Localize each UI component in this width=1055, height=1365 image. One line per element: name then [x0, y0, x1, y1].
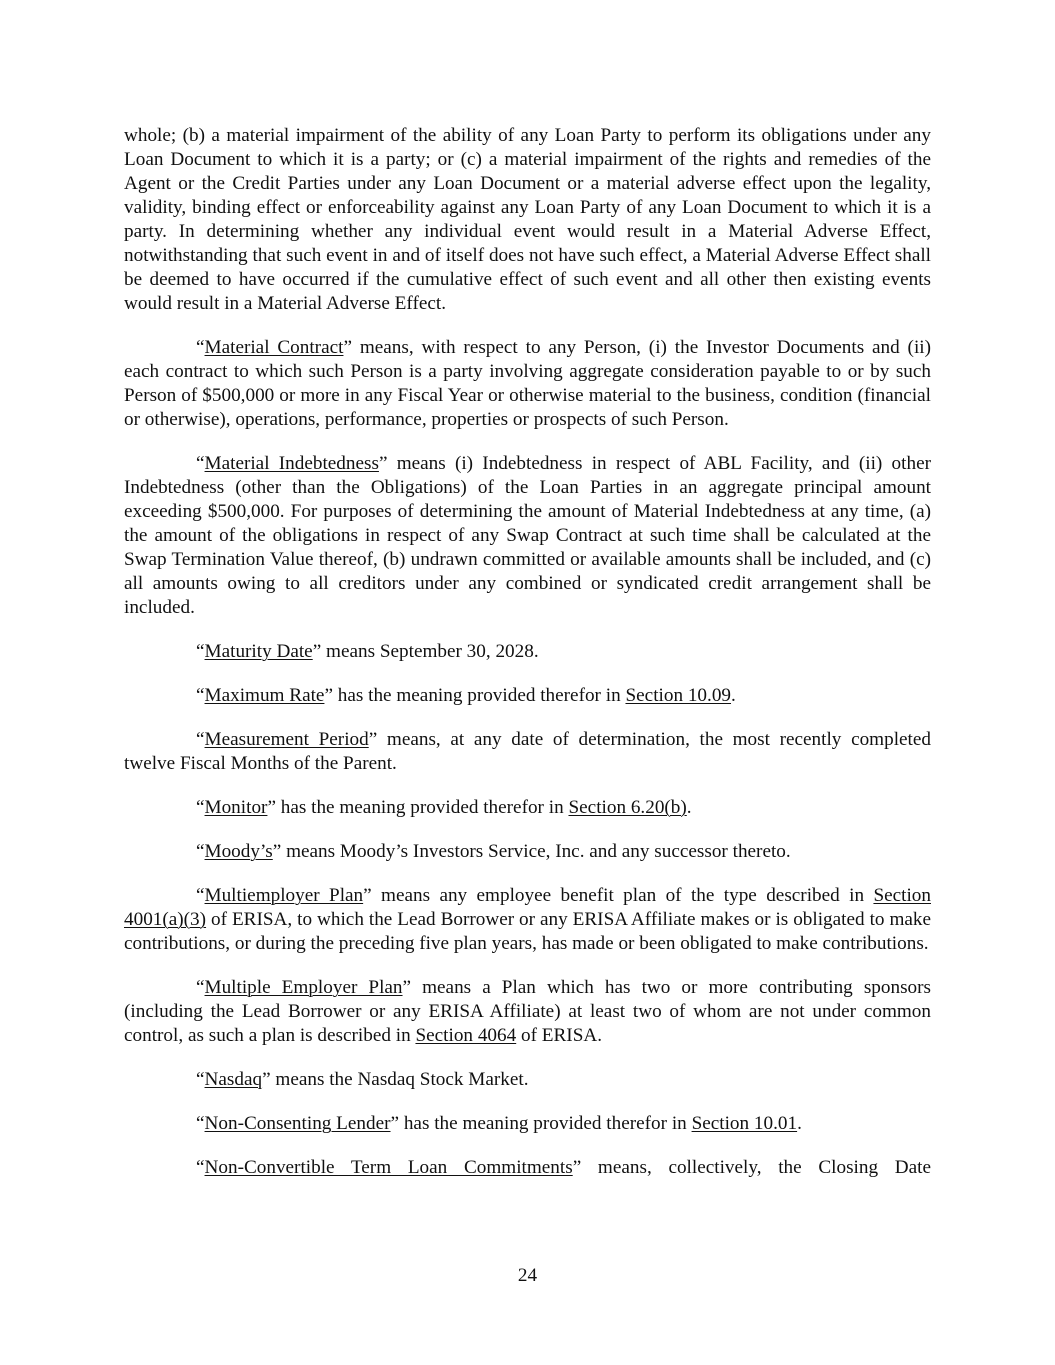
definition-text: ” has the meaning provided therefor in	[267, 797, 569, 818]
page-number: 24	[517, 1265, 538, 1286]
definition-text: ” has the meaning provided therefor in	[324, 685, 626, 706]
defined-term: Multiemployer Plan	[204, 885, 364, 906]
quote-mark: “	[196, 729, 205, 750]
section-reference: Section 10.09	[625, 685, 732, 706]
defined-term: Non-Convertible Term Loan Commitments	[204, 1157, 573, 1178]
quote-mark: “	[196, 337, 205, 358]
definition-text: ” means, at any date of determination, the most recently completed twelve Fiscal Months of the Parent.	[124, 729, 931, 774]
definition-multiemployer-plan	[124, 884, 931, 956]
definition-text-end: .	[731, 685, 736, 706]
section-reference: Section 4001(a)(3)	[124, 885, 931, 930]
definition-monitor	[124, 796, 931, 820]
definition-text: ” means Moody’s Investors Service, Inc. and any successor thereto.	[272, 841, 791, 862]
defined-term: Moody’s	[204, 841, 273, 862]
defined-term: Non-Consenting Lender	[204, 1113, 391, 1134]
definition-multiple-employer-plan	[124, 976, 931, 1048]
quote-mark: “	[196, 453, 205, 474]
definition-non-consenting-lender	[124, 1112, 931, 1136]
defined-term: Maturity Date	[204, 641, 313, 662]
section-reference: Section 4064	[415, 1025, 517, 1046]
definition-text: ” means, collectively, the Closing Date	[572, 1157, 931, 1178]
section-reference: Section 6.20(b)	[568, 797, 687, 818]
section-reference: Section 10.01	[691, 1113, 798, 1134]
definition-non-convertible-term-loan-commitments	[124, 1156, 931, 1180]
definition-text-end: .	[686, 797, 692, 818]
defined-term: Material Contract	[204, 337, 344, 358]
quote-mark: “	[196, 977, 205, 998]
quote-mark: “	[196, 1113, 205, 1134]
defined-term: Measurement Period	[204, 729, 369, 750]
definition-material-contract	[124, 336, 931, 432]
paragraph-continuation	[124, 124, 931, 316]
quote-mark: “	[196, 1069, 205, 1090]
defined-term: Monitor	[204, 797, 268, 818]
document-body	[124, 124, 931, 1180]
quote-mark: “	[196, 841, 205, 862]
definition-text: ” means any employee benefit plan of the type described in	[363, 885, 874, 906]
definition-measurement-period	[124, 728, 931, 776]
quote-mark: “	[196, 685, 205, 706]
definition-text-end: of ERISA, to which the Lead Borrower or any ERISA Affiliate makes or is obligated to make contributions, or during the preceding five plan years, has made or been obligated to make contributions.	[124, 909, 931, 954]
definition-text: ” means (i) Indebtedness in respect of ABL Facility, and (ii) other Indebtedness (other than the Obligations) of the Loan Parties in an aggregate principal amount exceeding $500,000. For purposes of determining the amount of Material Indebtedness at any time, (a) the amount of the obligations in respect of any Swap Contract at such time shall be calculated at the Swap Termination Value thereof, (b) undrawn committed or available amounts shall be included, and (c) all amounts owing to all creditors under any combined or syndicated credit arrangement shall be included.	[124, 453, 931, 618]
quote-mark: “	[196, 797, 205, 818]
definition-text-end: of ERISA.	[516, 1025, 603, 1046]
defined-term: Material Indebtedness	[204, 453, 379, 474]
quote-mark: “	[196, 885, 205, 906]
paragraph-text: whole; (b) a material impairment of the ability of any Loan Party to perform its obligations under any Loan Document to which it is a party; or (c) a material impairment of the rights and remedies of the Agent or the Credit Parties under any Loan Document or a material adverse effect upon the legality, validity, binding effect or enforceability against any Loan Party of any Loan Document to which it is a party. In determining whether any individual event would result in a Material Adverse Effect, notwithstanding that such event in and of itself does not have such effect, a Material Adverse Effect shall be deemed to have occurred if the cumulative effect of such event and all other then existing events would result in a Material Adverse Effect.	[124, 125, 931, 314]
definition-text: ” means, with respect to any Person, (i) the Investor Documents and (ii) each contract to which such Person is a party involving aggregate consideration payable to or by such Person of $500,000 or more in any Fiscal Year or otherwise material to the business, condition (financial or otherwise), operations, performance, properties or prospects of such Person.	[124, 337, 932, 430]
quote-mark: “	[196, 1157, 205, 1178]
definition-moodys	[124, 840, 931, 864]
definition-nasdaq	[124, 1068, 931, 1092]
defined-term: Nasdaq	[204, 1069, 263, 1090]
defined-term: Multiple Employer Plan	[204, 977, 403, 998]
quote-mark: “	[196, 641, 205, 662]
definition-text: ” has the meaning provided therefor in	[390, 1113, 692, 1134]
definition-maturity-date	[124, 640, 931, 664]
definition-maximum-rate	[124, 684, 931, 708]
definition-text-end: .	[797, 1113, 802, 1134]
definition-text: ” means the Nasdaq Stock Market.	[262, 1069, 529, 1090]
definition-text: ” means a Plan which has two or more contributing sponsors (including the Lead Borrower or any ERISA Affiliate) at least two of whom are not under common control, as such a plan is described in	[124, 977, 931, 1046]
defined-term: Maximum Rate	[204, 685, 325, 706]
definition-material-indebtedness	[124, 452, 931, 620]
definition-text: ” means September 30, 2028.	[312, 641, 539, 662]
